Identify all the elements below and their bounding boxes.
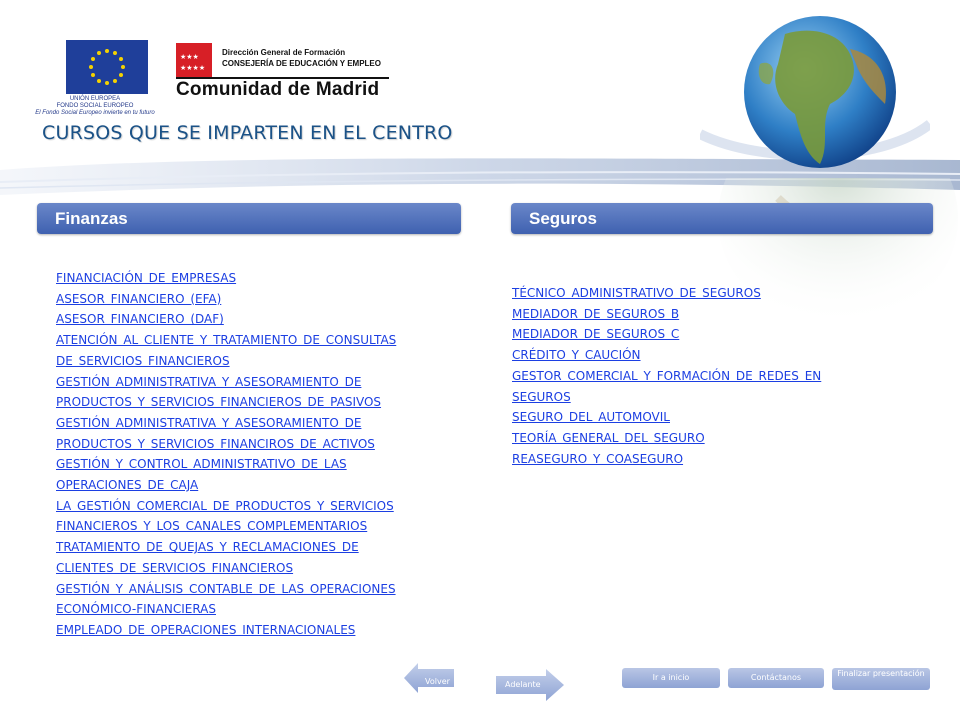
course-link[interactable]: FINANCIEROS Y LOS CANALES COMPLEMENTARIOS <box>56 519 368 534</box>
eu-line2: FONDO SOCIAL EUROPEO <box>56 103 134 109</box>
madrid-line2: CONSEJERÍA DE EDUCACIÓN Y EMPLEO <box>222 59 381 68</box>
list-item <box>56 330 456 351</box>
course-link[interactable]: DE SERVICIOS FINANCIEROS <box>56 353 230 368</box>
globe-icon <box>700 14 930 174</box>
list-item <box>56 289 456 310</box>
list-item <box>56 475 456 496</box>
page-title: CURSOS QUE SE IMPARTEN EN EL CENTRO <box>42 122 453 144</box>
course-link[interactable]: REASEGURO Y COASEGURO <box>512 451 684 466</box>
course-link[interactable]: GESTIÓN Y CONTROL ADMINISTRATIVO DE LAS <box>56 457 347 472</box>
seguros-course-list <box>512 283 872 469</box>
svg-text:★★★: ★★★ <box>180 53 199 61</box>
next-label: Adelante <box>505 680 541 689</box>
list-item <box>56 516 456 537</box>
list-item <box>56 434 456 455</box>
list-item <box>512 428 872 449</box>
eu-logo <box>30 40 160 116</box>
course-link[interactable]: TEORÍA GENERAL DEL SEGURO <box>512 430 705 445</box>
madrid-flag-icon <box>176 43 212 79</box>
list-item <box>56 496 456 517</box>
course-link[interactable]: PRODUCTOS Y SERVICIOS FINANCIEROS DE PASIVOS <box>56 395 382 410</box>
list-item <box>56 392 456 413</box>
list-item <box>56 599 456 620</box>
contact-button[interactable]: Contáctanos <box>728 668 824 688</box>
list-item <box>512 366 872 387</box>
list-item <box>56 351 456 372</box>
list-item <box>56 413 456 434</box>
list-item <box>512 324 872 345</box>
list-item <box>56 372 456 393</box>
eu-flag-icon <box>66 40 148 94</box>
svg-text:★★★★: ★★★★ <box>180 64 206 72</box>
eu-line1: UNIÓN EUROPEA <box>69 96 121 102</box>
course-link[interactable]: PRODUCTOS Y SERVICIOS FINANCIROS DE ACTIVOS <box>56 436 375 451</box>
home-button[interactable]: Ir a inicio <box>622 668 720 688</box>
course-link[interactable]: ASESOR FINANCIERO (EFA) <box>56 291 222 306</box>
list-item <box>56 268 456 289</box>
course-link[interactable]: LA GESTIÓN COMERCIAL DE PRODUCTOS Y SERVICIOS <box>56 498 394 513</box>
finanzas-course-list <box>56 268 456 641</box>
course-link[interactable]: CRÉDITO Y CAUCIÓN <box>512 348 641 363</box>
course-link[interactable]: ASESOR FINANCIERO (DAF) <box>56 312 224 327</box>
list-item <box>512 449 872 470</box>
list-item <box>512 345 872 366</box>
course-link[interactable]: ECONÓMICO-FINANCIERAS <box>56 602 216 617</box>
course-link[interactable]: SEGURO DEL AUTOMOVIL <box>512 410 670 425</box>
finish-presentation-button[interactable]: Finalizar presentación <box>832 668 930 690</box>
list-item <box>56 537 456 558</box>
section-header-seguros: Seguros <box>511 203 933 234</box>
course-link[interactable]: CLIENTES DE SERVICIOS FINANCIEROS <box>56 560 294 575</box>
course-link[interactable]: EMPLEADO DE OPERACIONES INTERNACIONALES <box>56 622 356 637</box>
back-label: Volver <box>425 677 450 686</box>
madrid-name: Comunidad de Madrid <box>176 79 380 100</box>
course-link[interactable]: FINANCIACIÓN DE EMPRESAS <box>56 271 237 285</box>
course-link[interactable]: GESTIÓN ADMINISTRATIVA Y ASESORAMIENTO DE <box>56 374 362 389</box>
list-item <box>56 579 456 600</box>
course-link[interactable]: OPERACIONES DE CAJA <box>56 478 199 493</box>
list-item <box>512 407 872 428</box>
course-link[interactable]: TRATAMIENTO DE QUEJAS Y RECLAMACIONES DE <box>56 540 359 555</box>
list-item <box>512 304 872 325</box>
madrid-line1: Dirección General de Formación <box>222 48 346 57</box>
course-link[interactable]: TÉCNICO ADMINISTRATIVO DE SEGUROS <box>512 286 761 300</box>
course-link[interactable]: ATENCIÓN AL CLIENTE Y TRATAMIENTO DE CONSULTAS <box>56 333 397 348</box>
madrid-logo <box>176 43 391 103</box>
course-link[interactable]: MEDIADOR DE SEGUROS B <box>512 306 680 321</box>
list-item <box>56 620 456 641</box>
list-item <box>56 309 456 330</box>
list-item <box>512 387 872 408</box>
list-item <box>56 558 456 579</box>
course-link[interactable]: MEDIADOR DE SEGUROS C <box>512 327 680 342</box>
course-link[interactable]: GESTOR COMERCIAL Y FORMACIÓN DE REDES EN <box>512 368 822 383</box>
course-link[interactable]: GESTIÓN ADMINISTRATIVA Y ASESORAMIENTO DE <box>56 415 362 430</box>
list-item <box>56 454 456 475</box>
course-link[interactable]: GESTIÓN Y ANÁLISIS CONTABLE DE LAS OPERACIONES <box>56 581 396 596</box>
section-header-finanzas: Finanzas <box>37 203 461 234</box>
eu-tagline: El Fondo Social Europeo invierte en tu futuro <box>35 110 155 116</box>
list-item <box>512 283 872 304</box>
course-link[interactable]: SEGUROS <box>512 389 571 404</box>
